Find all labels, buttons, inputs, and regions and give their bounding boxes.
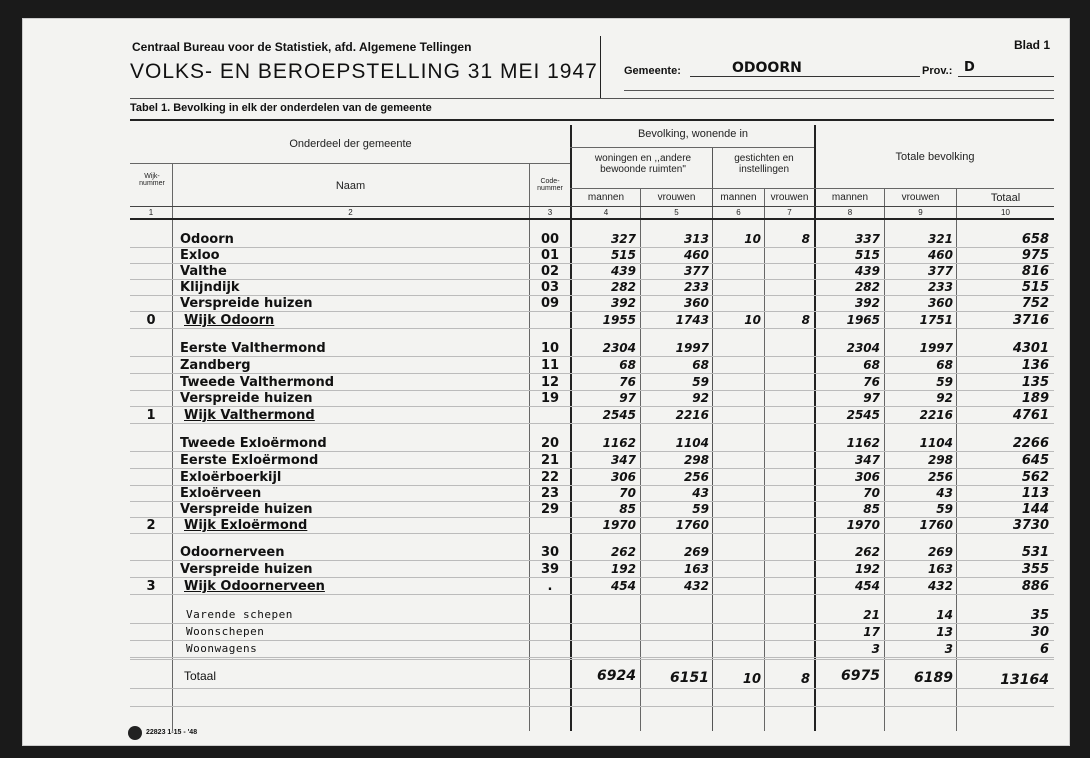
- row-m1: 282: [610, 280, 636, 294]
- row-vt: 321: [927, 232, 953, 246]
- row-naam: Eerste Valthermond: [180, 341, 326, 356]
- row-mt: 454: [854, 579, 880, 593]
- woningen-header: woningen en ,,andere bewoonde ruimten": [594, 153, 692, 175]
- row-vt: 460: [927, 248, 953, 262]
- row-naam: Tweede Exloërmond: [180, 436, 327, 451]
- row-vt: 59: [936, 375, 953, 389]
- row-m2: 10: [744, 232, 761, 246]
- row-code: 09: [540, 296, 560, 311]
- printer-logo-icon: [128, 726, 142, 740]
- row-naam: Odoorn: [180, 232, 234, 247]
- row-naam: Verspreide huizen: [180, 296, 313, 311]
- row-vt: 360: [927, 296, 953, 310]
- total-m1: 6924: [597, 668, 636, 684]
- row-naam: Wijk Exloërmond: [184, 518, 308, 533]
- row-mt: 2304: [846, 341, 880, 355]
- row-v1: 269: [683, 545, 709, 559]
- row-t: 975: [1021, 248, 1049, 263]
- row-t: 816: [1021, 264, 1049, 279]
- row-naam: Woonschepen: [186, 625, 265, 638]
- row-v2: 8: [801, 232, 810, 246]
- row-naam: Exloërveen: [180, 486, 262, 501]
- prov-value: D: [964, 60, 975, 75]
- mannen-header-2: mannen: [720, 192, 757, 203]
- row-v1: 1104: [675, 436, 709, 450]
- prov-label: Prov.:: [922, 65, 953, 77]
- row-vt: 1104: [919, 436, 953, 450]
- row-naam: Wijk Odoornerveen: [184, 579, 325, 594]
- print-code: 22823 1-15 - '48: [146, 729, 198, 736]
- row-naam: Wijk Odoorn: [184, 313, 275, 328]
- row-m1: 1955: [602, 313, 636, 327]
- vrouwen-header-3: vrouwen: [901, 192, 940, 203]
- row-t: 645: [1021, 453, 1049, 468]
- row-wijk: 0: [146, 313, 156, 328]
- row-m1: 439: [610, 264, 636, 278]
- column-number-2: 2: [348, 208, 353, 217]
- row-m1: 85: [619, 502, 636, 516]
- row-wijk: 1: [146, 408, 156, 423]
- row-mt: 337: [854, 232, 880, 246]
- row-m1: 262: [610, 545, 636, 559]
- row-m1: 70: [619, 486, 636, 500]
- row-m1: 347: [610, 453, 636, 467]
- row-vt: 298: [927, 453, 953, 467]
- row-vt: 269: [927, 545, 953, 559]
- row-mt: 1162: [846, 436, 880, 450]
- row-mt: 70: [863, 486, 880, 500]
- row-v1: 256: [683, 470, 709, 484]
- gemeente-label: Gemeente:: [624, 65, 681, 77]
- column-number-8: 8: [847, 208, 853, 217]
- row-vt: 163: [927, 562, 953, 576]
- row-m1: 97: [619, 391, 636, 405]
- vrouwen-header-1: vrouwen: [657, 192, 696, 203]
- row-m1: 454: [610, 579, 636, 593]
- row-code: 02: [540, 264, 560, 279]
- column-number-1: 1: [148, 208, 154, 217]
- row-m1: 306: [610, 470, 636, 484]
- row-v1: 1997: [675, 341, 709, 355]
- row-code: 03: [540, 280, 560, 295]
- row-m1: 515: [610, 248, 636, 262]
- row-code: 19: [540, 391, 560, 406]
- row-mt: 262: [854, 545, 880, 559]
- row-m1: 2545: [602, 408, 636, 422]
- row-mt: 17: [863, 625, 880, 639]
- row-mt: 76: [863, 375, 880, 389]
- column-number-6: 6: [736, 208, 741, 217]
- row-vt: 43: [936, 486, 953, 500]
- row-t: 515: [1021, 280, 1049, 295]
- census-form-sheet: [22, 18, 1070, 746]
- row-t: 752: [1021, 296, 1049, 311]
- column-number-9: 9: [918, 208, 923, 217]
- row-code: 23: [540, 486, 560, 501]
- row-naam: Woonwagens: [186, 642, 258, 655]
- total-v2: 8: [800, 672, 810, 687]
- row-t: 355: [1021, 562, 1049, 577]
- code-header: Code-nummer: [537, 178, 563, 192]
- row-mt: 306: [854, 470, 880, 484]
- row-code: 01: [540, 248, 560, 263]
- row-mt: 439: [854, 264, 880, 278]
- row-naam: Exloërboerkijl: [180, 470, 282, 485]
- row-t: 3730: [1012, 518, 1049, 533]
- row-m1: 392: [610, 296, 636, 310]
- row-naam: Zandberg: [180, 358, 251, 373]
- row-mt: 282: [854, 280, 880, 294]
- blad-number: Blad 1: [1014, 38, 1051, 52]
- row-vt: 377: [927, 264, 953, 278]
- row-t: 30: [1030, 625, 1049, 640]
- row-vt: 233: [927, 280, 953, 294]
- row-mt: 97: [863, 391, 880, 405]
- total-v1: 6151: [670, 670, 709, 686]
- row-v1: 1760: [675, 518, 709, 532]
- mannen-header-3: mannen: [831, 192, 869, 203]
- row-naam: Verspreide huizen: [180, 391, 313, 406]
- row-vt: 256: [927, 470, 953, 484]
- row-m1: 192: [610, 562, 636, 576]
- row-vt: 432: [927, 579, 953, 593]
- row-t: 6: [1039, 642, 1049, 657]
- row-mt: 3: [871, 642, 880, 656]
- row-t: 113: [1021, 486, 1049, 501]
- row-vt: 13: [936, 625, 953, 639]
- row-m2: 10: [744, 313, 761, 327]
- row-m1: 2304: [602, 341, 636, 355]
- row-t: 144: [1021, 502, 1049, 517]
- row-t: 3716: [1012, 313, 1049, 328]
- column-number-4: 4: [603, 208, 609, 217]
- wijk-header: Wijk-nummer: [139, 173, 165, 187]
- row-t: 135: [1021, 375, 1049, 390]
- row-v1: 460: [683, 248, 709, 262]
- column-number-3: 3: [547, 208, 553, 217]
- row-t: 189: [1021, 391, 1049, 406]
- row-t: 4301: [1012, 341, 1049, 356]
- vrouwen-header-2: vrouwen: [770, 192, 809, 203]
- row-t: 4761: [1012, 408, 1049, 423]
- row-mt: 68: [863, 358, 880, 372]
- row-v1: 163: [683, 562, 709, 576]
- naam-header: Naam: [335, 180, 366, 192]
- row-v1: 313: [683, 232, 709, 246]
- row-v1: 360: [683, 296, 709, 310]
- row-code: 20: [540, 436, 560, 451]
- row-mt: 392: [854, 296, 880, 310]
- bevolking-header: Bevolking, wonende in: [637, 128, 749, 140]
- row-code: 39: [540, 562, 560, 577]
- row-m1: 327: [610, 232, 636, 246]
- row-t: 2266: [1012, 436, 1049, 451]
- row-v2: 8: [801, 313, 810, 327]
- form-title: VOLKS- EN BEROEPSTELLING 31 MEI 1947: [130, 60, 598, 83]
- row-t: 658: [1021, 232, 1049, 247]
- total-label: Totaal: [184, 669, 217, 683]
- row-t: 136: [1021, 358, 1049, 373]
- row-naam: Klijndijk: [180, 280, 240, 295]
- row-mt: 347: [854, 453, 880, 467]
- row-v1: 432: [683, 579, 709, 593]
- row-v1: 2216: [675, 408, 709, 422]
- totale-header: Totale bevolking: [895, 151, 975, 163]
- row-naam: Verspreide huizen: [180, 502, 313, 517]
- row-t: 562: [1021, 470, 1049, 485]
- row-vt: 59: [936, 502, 953, 516]
- row-mt: 1965: [846, 313, 880, 327]
- row-m1: 1970: [602, 518, 636, 532]
- row-v1: 68: [692, 358, 709, 372]
- row-v1: 1743: [675, 313, 709, 327]
- row-code: 00: [540, 232, 560, 247]
- row-v1: 59: [692, 502, 709, 516]
- row-vt: 14: [936, 608, 953, 622]
- row-naam: Eerste Exloërmond: [180, 453, 319, 468]
- gestichten-header: gestichten en instellingen: [734, 153, 794, 175]
- row-code: .: [547, 579, 553, 594]
- row-v1: 43: [692, 486, 709, 500]
- row-code: 22: [540, 470, 560, 485]
- column-number-5: 5: [674, 208, 679, 217]
- row-vt: 3: [944, 642, 953, 656]
- row-naam: Wijk Valthermond: [184, 408, 315, 423]
- row-mt: 21: [863, 608, 880, 622]
- row-m1: 76: [619, 375, 636, 389]
- row-wijk: 2: [146, 518, 156, 533]
- row-naam: Tweede Valthermond: [180, 375, 335, 390]
- row-vt: 2216: [919, 408, 953, 422]
- row-naam: Odoornerveen: [180, 545, 285, 560]
- gemeente-value: ODOORN: [732, 60, 802, 76]
- column-number-7: 7: [787, 208, 792, 217]
- row-vt: 1751: [919, 313, 953, 327]
- mannen-header-1: mannen: [587, 192, 625, 203]
- row-mt: 515: [854, 248, 880, 262]
- total-mt: 6975: [841, 668, 880, 684]
- row-mt: 2545: [846, 408, 880, 422]
- row-mt: 1970: [846, 518, 880, 532]
- row-naam: Valthe: [180, 264, 227, 279]
- row-t: 531: [1021, 545, 1049, 560]
- row-t: 35: [1030, 608, 1049, 623]
- total-t: 13164: [1000, 672, 1049, 688]
- bureau-line: Centraal Bureau voor de Statistiek, afd. Algemene Tellingen: [132, 40, 472, 54]
- row-code: 11: [540, 358, 560, 373]
- row-vt: 68: [936, 358, 953, 372]
- row-v1: 92: [692, 391, 709, 405]
- row-vt: 1760: [919, 518, 953, 532]
- row-code: 12: [540, 375, 560, 390]
- row-naam: Varende schepen: [186, 608, 293, 621]
- row-v1: 298: [683, 453, 709, 467]
- total-m2: 10: [742, 672, 761, 687]
- column-number-10: 10: [1001, 208, 1010, 217]
- row-code: 10: [540, 341, 560, 356]
- row-code: 29: [540, 502, 560, 517]
- row-mt: 85: [863, 502, 880, 516]
- row-t: 886: [1021, 579, 1049, 594]
- row-vt: 1997: [919, 341, 953, 355]
- row-wijk: 3: [146, 579, 156, 594]
- row-naam: Exloo: [180, 248, 220, 263]
- onderdeel-header: Onderdeel der gemeente: [289, 138, 412, 150]
- row-vt: 92: [936, 391, 953, 405]
- row-m1: 1162: [602, 436, 636, 450]
- row-v1: 59: [692, 375, 709, 389]
- row-mt: 192: [854, 562, 880, 576]
- row-v1: 233: [683, 280, 709, 294]
- row-code: 21: [540, 453, 560, 468]
- table-title: Tabel 1. Bevolking in elk der onderdelen van de gemeente: [130, 102, 432, 114]
- row-m1: 68: [619, 358, 636, 372]
- row-v1: 377: [683, 264, 709, 278]
- totaal-header: Totaal: [990, 192, 1021, 204]
- total-vt: 6189: [914, 670, 953, 686]
- row-code: 30: [540, 545, 560, 560]
- row-naam: Verspreide huizen: [180, 562, 313, 577]
